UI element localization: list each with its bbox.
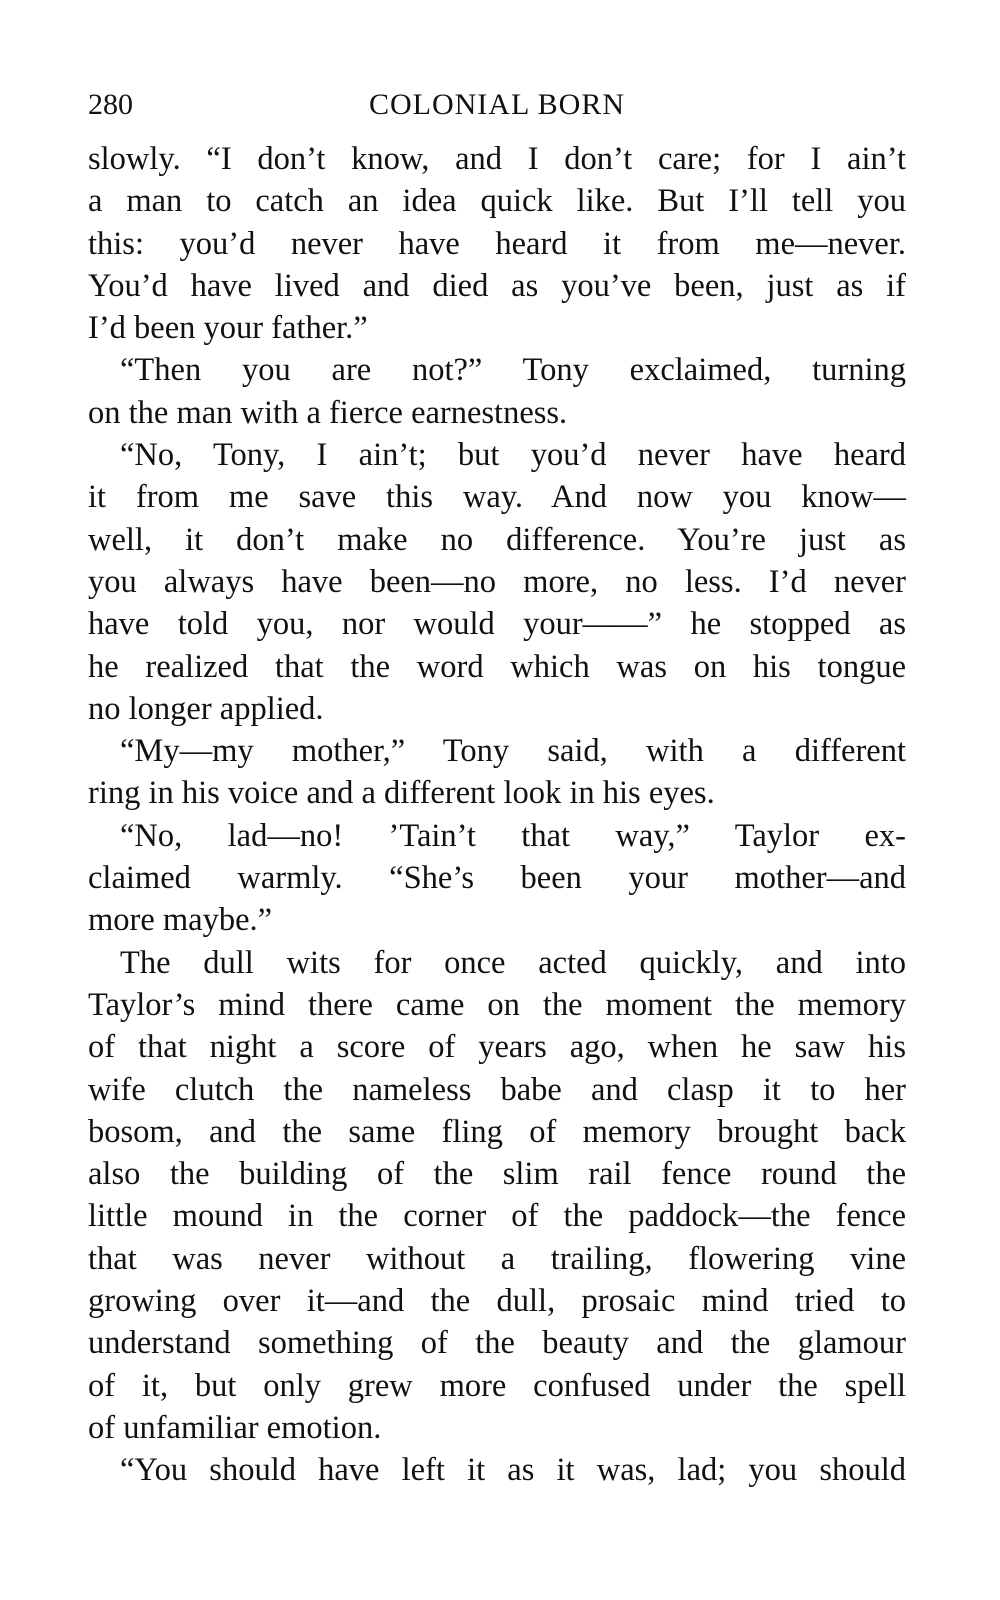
text-line: well, it don’t make no difference. You’re just as — [88, 521, 906, 558]
text-line: growing over it—and the dull, prosaic mind tried to — [88, 1283, 906, 1320]
text-line: “Then you are not?” Tony exclaimed, turning — [120, 352, 906, 389]
text-line: of it, but only grew more confused under the spell — [88, 1367, 906, 1404]
text-line: this: you’d never have heard it from me—never. — [88, 225, 906, 262]
text-line: also the building of the slim rail fence round the — [88, 1156, 906, 1193]
text-line: “You should have left it as it was, lad; you should — [120, 1452, 906, 1489]
text-line: he realized that the word which was on his tongue — [88, 648, 906, 685]
text-line: claimed warmly. “She’s been your mother—and — [88, 860, 906, 897]
running-title: COLONIAL BORN — [368, 88, 626, 121]
text-line: wife clutch the nameless babe and clasp it to her — [88, 1071, 906, 1108]
page-header — [88, 88, 906, 138]
text-line: that was never without a trailing, flowering vine — [88, 1240, 906, 1277]
text-line: I’d been your father.” — [88, 310, 368, 347]
body-text — [88, 138, 906, 1492]
text-line: little mound in the corner of the paddock—the fence — [88, 1198, 906, 1235]
text-line: “My—my mother,” Tony said, with a different — [120, 733, 906, 770]
text-line: slowly. “I don’t know, and I don’t care; for I ain’t — [88, 141, 906, 177]
text-line: of that night a score of years ago, when he saw his — [88, 1029, 906, 1066]
text-line: bosom, and the same fling of memory brought back — [88, 1113, 906, 1150]
page-number: 280 — [88, 88, 133, 121]
text-line: it from me save this way. And now you know— — [88, 479, 906, 516]
text-line: ring in his voice and a different look in his eyes. — [88, 775, 715, 812]
text-line: “No, lad—no! ’Tain’t that way,” Taylor ex- — [120, 817, 906, 854]
text-line: Taylor’s mind there came on the moment the memory — [88, 986, 906, 1023]
text-line: “No, Tony, I ain’t; but you’d never have heard — [120, 437, 906, 474]
text-line: you always have been—no more, no less. I’d never — [88, 563, 906, 600]
text-line: The dull wits for once acted quickly, and into — [120, 944, 906, 981]
text-line: more maybe.” — [88, 902, 273, 939]
book-page — [88, 88, 906, 1492]
text-line: on the man with a fierce earnestness. — [88, 394, 568, 431]
text-line: have told you, nor would your——” he stopped as — [88, 606, 906, 643]
text-line: a man to catch an idea quick like. But I’ll tell you — [88, 183, 906, 220]
text-line: of unfamiliar emotion. — [88, 1409, 382, 1446]
text-line: understand something of the beauty and the glamour — [88, 1325, 906, 1362]
text-line: no longer applied. — [88, 690, 324, 727]
text-line: You’d have lived and died as you’ve been, just as if — [88, 267, 906, 304]
